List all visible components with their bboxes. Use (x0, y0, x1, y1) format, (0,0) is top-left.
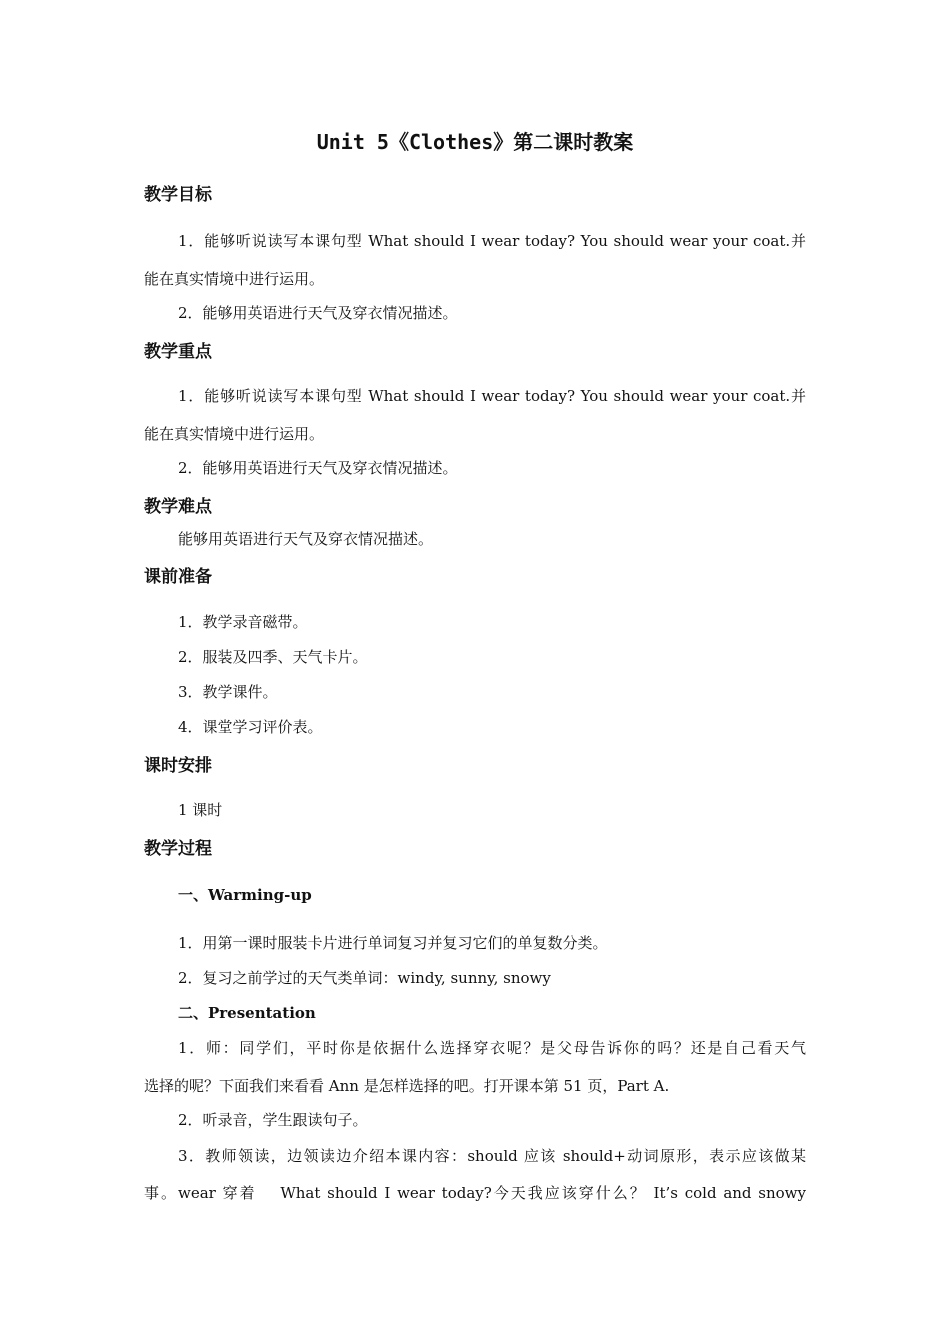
key-points-item-1-line-2: 能在真实情境中进行运用。 (144, 425, 325, 443)
difficulties-text: 能够用英语进行天气及穿衣情况描述。 (178, 530, 434, 548)
presentation-item-3-line-2: 事。wear 穿着 What should I wear today?今天我应该穿什么？ It’s cold and snowy (144, 1184, 806, 1202)
schedule-text: 1 课时 (178, 801, 223, 819)
heading-preparation: 课前准备 (144, 567, 212, 587)
key-points-item-1-line-1: 1．能够听说读写本课句型 What should I wear today? You should wear your coat.并 (178, 387, 806, 405)
heading-difficulties: 教学难点 (144, 497, 212, 517)
warmup-item-2: 2．复习之前学过的天气类单词：windy, sunny, snowy (178, 969, 551, 987)
heading-schedule: 课时安排 (144, 756, 212, 776)
objectives-item-2: 2．能够用英语进行天气及穿衣情况描述。 (178, 304, 458, 322)
warmup-item-1: 1．用第一课时服装卡片进行单词复习并复习它们的单复数分类。 (178, 934, 608, 952)
heading-key-points: 教学重点 (144, 342, 212, 362)
warmup-heading: 一、Warming-up (178, 886, 312, 904)
presentation-item-1-line-2: 选择的呢？下面我们来看看 Ann 是怎样选择的吧。打开课本第 51 页，Part A. (144, 1077, 670, 1095)
preparation-item-1: 1．教学录音磁带。 (178, 613, 308, 631)
presentation-item-2: 2．听录音，学生跟读句子。 (178, 1111, 368, 1129)
heading-process: 教学过程 (144, 839, 212, 859)
heading-objectives: 教学目标 (144, 185, 212, 205)
objectives-item-1-line-2: 能在真实情境中进行运用。 (144, 270, 325, 288)
presentation-item-3-line-1: 3．教师领读，边领读边介绍本课内容：should 应该 should+动词原形，表示应该做某 (178, 1147, 806, 1165)
presentation-heading: 二、Presentation (178, 1004, 316, 1022)
preparation-item-3: 3．教学课件。 (178, 683, 278, 701)
key-points-item-2: 2．能够用英语进行天气及穿衣情况描述。 (178, 459, 458, 477)
preparation-item-2: 2．服装及四季、天气卡片。 (178, 648, 368, 666)
objectives-item-1-line-1: 1．能够听说读写本课句型 What should I wear today? You should wear your coat.并 (178, 232, 806, 250)
presentation-item-1-line-1: 1．师：同学们，平时你是依据什么选择穿衣呢？是父母告诉你的吗？还是自己看天气 (178, 1039, 806, 1057)
page-title: Unit 5《Clothes》第二课时教案 (316, 130, 634, 154)
preparation-item-4: 4．课堂学习评价表。 (178, 718, 323, 736)
